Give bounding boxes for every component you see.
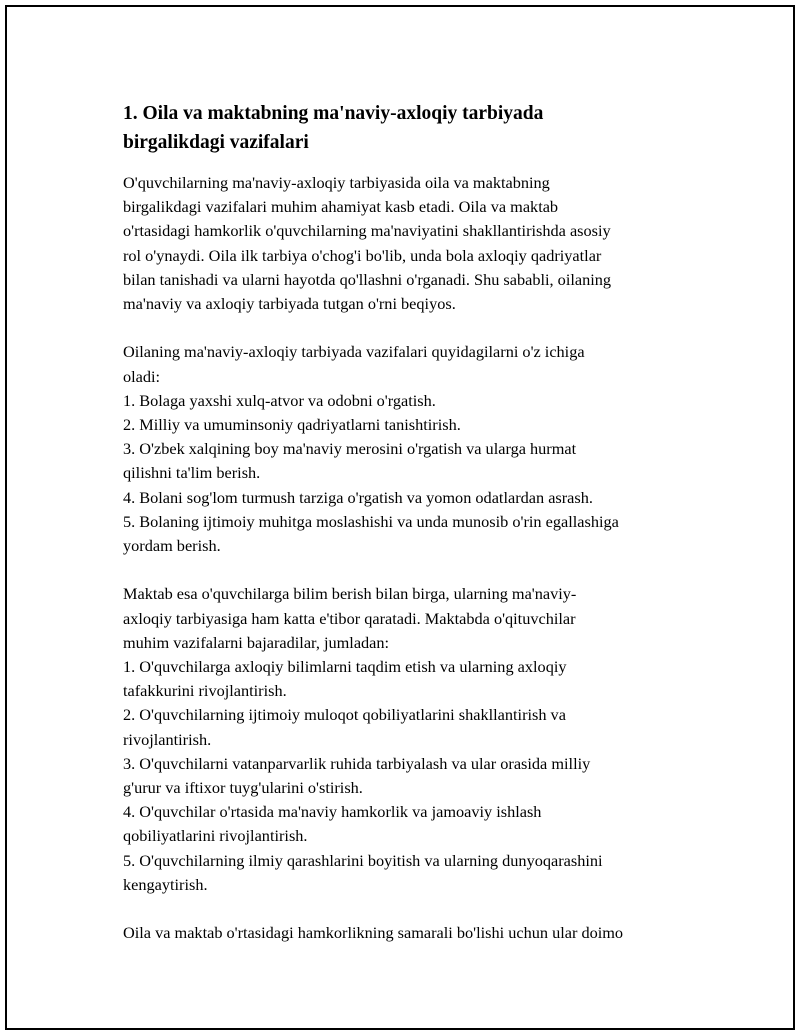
text-line: 1. O'quvchilarga axloqiy bilimlarni taqdim etish va ularning axloqiy xyxy=(123,657,567,677)
document-page xyxy=(5,5,795,1030)
text-line: 2. O'quvchilarning ijtimoiy muloqot qobiliyatlarini shakllantirish va xyxy=(123,705,566,725)
document-content xyxy=(123,99,703,970)
text-line: 5. Bolaning ijtimoiy muhitga moslashishi va unda munosib o'rin egallashiga xyxy=(123,511,619,531)
text-line: ma'naviy va axloqiy tarbiyada tutgan o'rni beqiyos. xyxy=(123,294,456,314)
paragraphs xyxy=(123,171,703,945)
text-line: kengaytirish. xyxy=(123,874,208,894)
text-line: tafakkurini rivojlantirish. xyxy=(123,681,287,701)
paragraph xyxy=(123,171,703,316)
text-line: muhim vazifalarni bajaradilar, jumladan: xyxy=(123,632,390,652)
text-line: 3. O'zbek xalqining boy ma'naviy merosini o'rgatish va ularga hurmat xyxy=(123,439,577,459)
text-line: 4. O'quvchilar o'rtasida ma'naviy hamkorlik va jamoaviy ishlash xyxy=(123,802,542,822)
text-line: 4. Bolani sog'lom turmush tarziga o'rgatish va yomon odatlardan asrash. xyxy=(123,487,593,507)
text-line: axloqiy tarbiyasiga ham katta e'tibor qaratadi. Maktabda o'qituvchilar xyxy=(123,608,576,628)
text-line: bilan tanishadi va ularni hayotda qo'llashni o'rganadi. Shu sababli, oilaning xyxy=(123,269,612,289)
text-line: oladi: xyxy=(123,366,161,386)
text-line: rol o'ynaydi. Oila ilk tarbiya o'chog'i bo'lib, unda bola axloqiy qadriyatlar xyxy=(123,245,602,265)
text-line: Oilaning ma'naviy-axloqiy tarbiyada vazifalari quyidagilarni o'z ichiga xyxy=(123,342,585,362)
text-line: g'urur va iftixor tuyg'ularini o'stirish. xyxy=(123,778,363,798)
title-line: birgalikdagi vazifalari xyxy=(123,132,309,153)
text-line: qobiliyatlarini rivojlantirish. xyxy=(123,826,308,846)
text-line: rivojlantirish. xyxy=(123,729,212,749)
paragraph xyxy=(123,921,703,945)
text-line: O'quvchilarning ma'naviy-axloqiy tarbiyasida oila va maktabning xyxy=(123,173,550,192)
section-title xyxy=(123,99,703,157)
title-line: 1. Oila va maktabning ma'naviy-axloqiy tarbiyada xyxy=(123,103,544,124)
paragraph xyxy=(123,340,703,558)
text-line: 2. Milliy va umuminsoniy qadriyatlarni tanishtirish. xyxy=(123,415,461,435)
text-line: 1. Bolaga yaxshi xulq-atvor va odobni o'rgatish. xyxy=(123,390,436,410)
text-line: yordam berish. xyxy=(123,536,221,556)
text-line: birgalikdagi vazifalari muhim ahamiyat kasb etadi. Oila va maktab xyxy=(123,197,559,217)
text-line: 5. O'quvchilarning ilmiy qarashlarini boyitish va ularning dunyoqarashini xyxy=(123,850,603,870)
text-line: Maktab esa o'quvchilarga bilim berish bilan birga, ularning ma'naviy- xyxy=(123,584,577,604)
text-line: 3. O'quvchilarni vatanparvarlik ruhida tarbiyalash va ular orasida milliy xyxy=(123,753,591,773)
paragraph xyxy=(123,582,703,897)
text-line: o'rtasidagi hamkorlik o'quvchilarning ma'naviyatini shakllantirishda asosiy xyxy=(123,221,611,241)
text-line: Oila va maktab o'rtasidagi hamkorlikning samarali bo'lishi uchun ular doimo xyxy=(123,923,624,943)
text-line: qilishni ta'lim berish. xyxy=(123,463,261,483)
